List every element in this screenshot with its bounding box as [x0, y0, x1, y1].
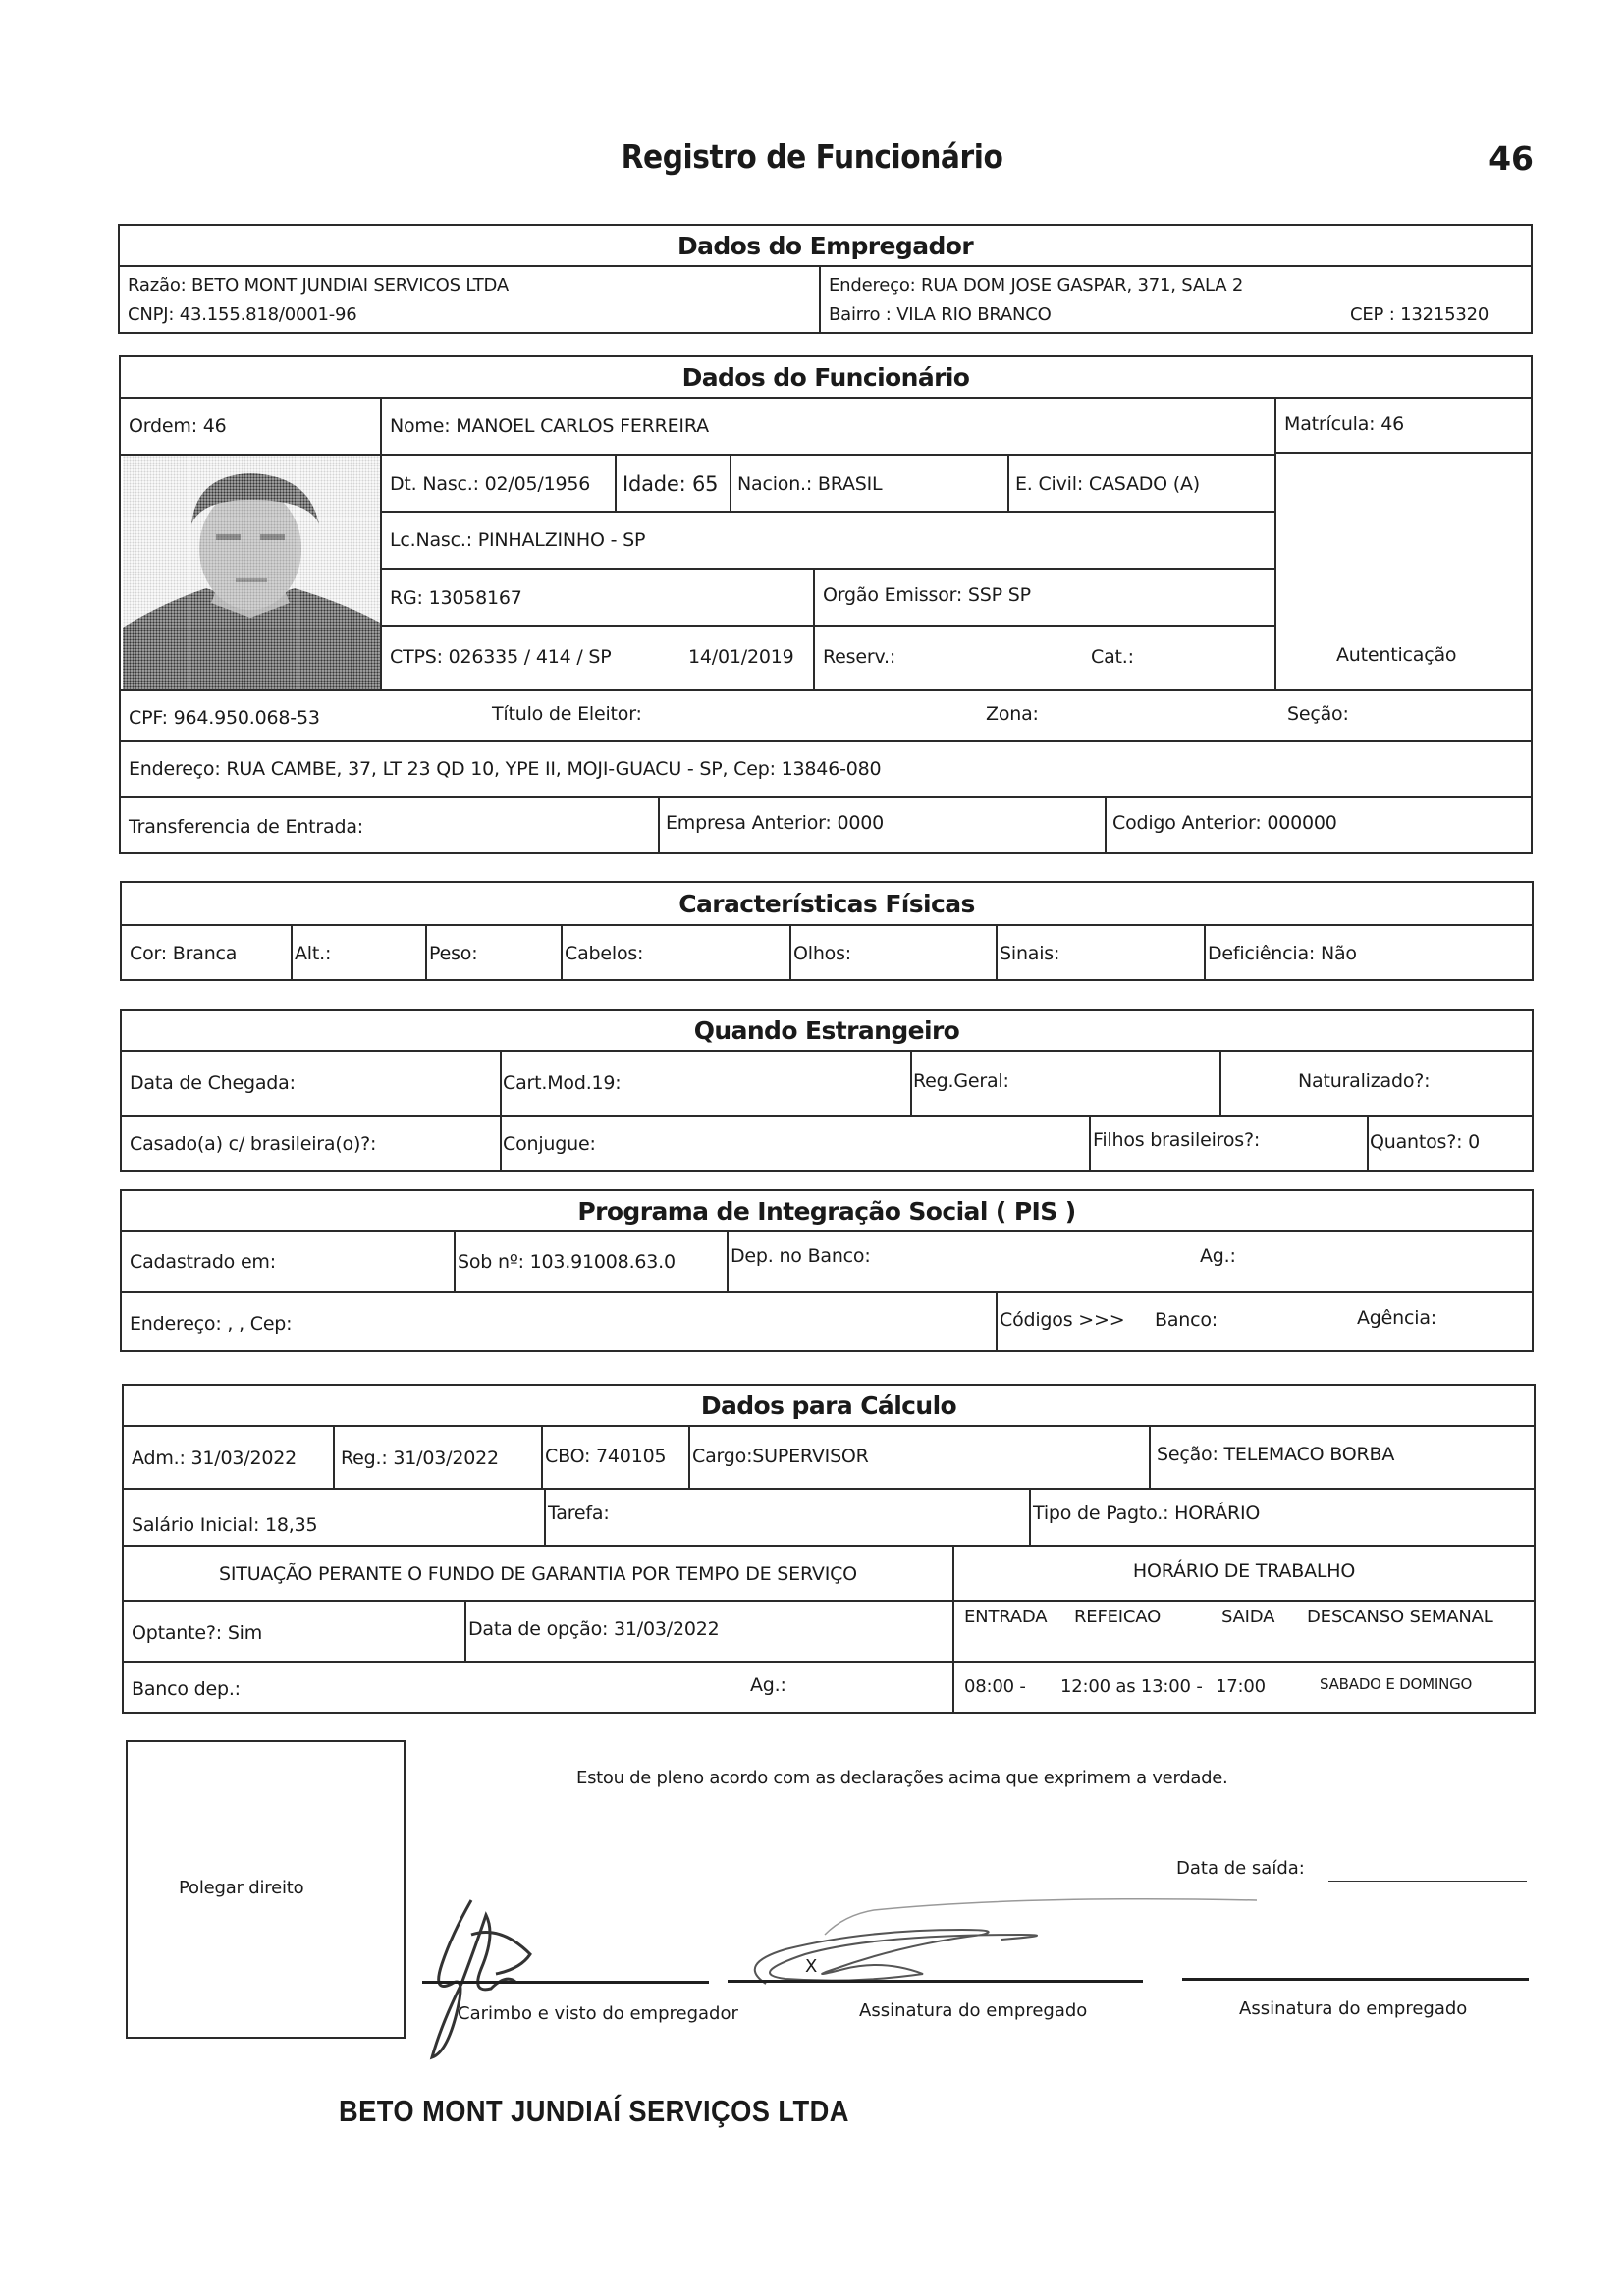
employer-signature: [432, 1900, 515, 2057]
employer-razao: Razão: BETO MONT JUNDIAI SERVICOS LTDA: [128, 274, 509, 296]
employee-voter-title: Título de Eleitor:: [492, 703, 642, 725]
pis-section: [120, 1189, 1534, 1352]
handwritten-signatures: [412, 1876, 1296, 2072]
employee-ctps: CTPS: 026335 / 414 / SP: [390, 646, 612, 668]
foreigner-naturalized: Naturalizado?:: [1298, 1070, 1431, 1092]
employee-signature-label-1: Assinatura do empregado: [859, 2000, 1088, 2021]
employee-cat: Cat.:: [1091, 646, 1134, 668]
employee-secao: Seção:: [1287, 703, 1349, 725]
thumbprint-label: Polegar direito: [179, 1877, 304, 1898]
schedule-value-entrada: 08:00 -: [964, 1675, 1026, 1697]
calc-task: Tarefa:: [548, 1503, 610, 1524]
employee-ctps-date: 14/01/2019: [688, 646, 794, 668]
employee-previous-code: Codigo Anterior: 000000: [1112, 812, 1337, 834]
foreigner-cart-mod: Cart.Mod.19:: [503, 1072, 622, 1094]
physical-field: Cabelos:: [565, 943, 644, 964]
employer-header: Dados do Empregador: [677, 231, 974, 260]
employer-stamp-label: Carimbo e visto do empregador: [458, 2003, 738, 2024]
employer-signature-line: [422, 1981, 709, 1984]
employee-signature: [755, 1930, 1037, 1984]
calc-role: Cargo:SUPERVISOR: [692, 1446, 869, 1467]
foreigner-children-count: Quantos?: 0: [1370, 1131, 1481, 1153]
physical-field: Sinais:: [1000, 943, 1060, 964]
divider: [120, 265, 1531, 267]
schedule-value-refeicao: 12:00 as 13:00 -: [1060, 1675, 1203, 1697]
declaration-text: Estou de pleno acordo com as declarações acima que exprimem a verdade.: [576, 1768, 1228, 1788]
employee-zona: Zona:: [986, 703, 1039, 725]
employee-photo-image: [123, 456, 380, 689]
calc-fgts-optant: Optante?: Sim: [132, 1622, 263, 1644]
schedule-value-saida: 17:00: [1216, 1675, 1266, 1697]
employee-authentication: Autenticação: [1336, 644, 1457, 666]
calc-payment-type: Tipo de Pagto.: HORÁRIO: [1033, 1503, 1261, 1524]
employee-x-mark: X: [805, 1956, 818, 1977]
calc-cbo: CBO: 740105: [545, 1446, 667, 1467]
thumbprint-box: [126, 1740, 406, 2039]
employee-cpf: CPF: 964.950.068-53: [129, 707, 320, 729]
physical-header: Características Físicas: [678, 889, 975, 918]
foreigner-arrival-date: Data de Chegada:: [130, 1072, 296, 1094]
employee-transfer: Transferencia de Entrada:: [129, 816, 363, 838]
physical-field: Cor: Branca: [130, 943, 238, 964]
pis-registered-at: Cadastrado em:: [130, 1251, 276, 1273]
physical-field: Peso:: [429, 943, 478, 964]
foreigner-reg-geral: Reg.Geral:: [913, 1070, 1009, 1092]
employee-section: [119, 355, 1533, 854]
divider: [1219, 1050, 1221, 1115]
employee-ordem: Ordem: 46: [129, 415, 227, 437]
company-stamp: BETO MONT JUNDIAÍ SERVIÇOS LTDA: [339, 2094, 849, 2128]
schedule-value-descanso: SABADO E DOMINGO: [1320, 1675, 1473, 1693]
employee-issuer: Orgão Emissor: SSP SP: [823, 584, 1031, 606]
physical-field: Olhos:: [793, 943, 852, 964]
employee-age: Idade: 65: [623, 472, 719, 496]
divider: [124, 1488, 1534, 1490]
foreigner-children: Filhos brasileiros?:: [1093, 1129, 1261, 1151]
pis-agency: Ag.:: [1200, 1245, 1236, 1267]
employee-signature-label-2: Assinatura do empregado: [1239, 1998, 1468, 2019]
divider: [1274, 452, 1531, 454]
calc-section: [122, 1384, 1536, 1714]
calc-work-hours-header: HORÁRIO DE TRABALHO: [1132, 1560, 1356, 1582]
foreigner-section: [120, 1009, 1534, 1172]
employee-reserv: Reserv.:: [823, 646, 896, 668]
page-number: 46: [1489, 139, 1534, 178]
employee-birth-date: Dt. Nasc.: 02/05/1956: [390, 473, 591, 495]
calc-section-name: Seção: TELEMACO BORBA: [1157, 1444, 1395, 1465]
employee-nationality: Nacion.: BRASIL: [737, 473, 883, 495]
pis-bank: Banco:: [1155, 1309, 1218, 1331]
foreigner-spouse: Conjugue:: [503, 1133, 596, 1155]
document-title: Registro de Funcionário: [621, 137, 1003, 176]
foreigner-married: Casado(a) c/ brasileira(o)?:: [130, 1133, 377, 1155]
employee-photo: [123, 456, 380, 689]
physical-section: [120, 881, 1534, 981]
calc-header: Dados para Cálculo: [700, 1391, 957, 1420]
pis-number: Sob nº: 103.91008.63.0: [458, 1251, 676, 1273]
schedule-col-descanso: DESCANSO SEMANAL: [1307, 1606, 1493, 1627]
employee-birth-place: Lc.Nasc.: PINHALZINHO - SP: [390, 529, 646, 551]
physical-field: Alt.:: [295, 943, 332, 964]
calc-deposit-bank: Banco dep.:: [132, 1678, 241, 1700]
schedule-col-entrada: ENTRADA: [964, 1606, 1048, 1627]
foreigner-header: Quando Estrangeiro: [693, 1015, 960, 1045]
employee-signature-line-2[interactable]: [1182, 1978, 1529, 1981]
pis-codes-label: Códigos >>>: [1000, 1309, 1125, 1331]
calc-initial-salary: Salário Inicial: 18,35: [132, 1514, 318, 1536]
physical-field: Deficiência: Não: [1208, 943, 1357, 964]
employee-civil-status: E. Civil: CASADO (A): [1015, 473, 1200, 495]
employer-bairro: Bairro : VILA RIO BRANCO: [829, 303, 1052, 325]
schedule-col-saida: SAIDA: [1221, 1606, 1275, 1627]
schedule-col-refeicao: REFEICAO: [1074, 1606, 1162, 1627]
calc-option-date: Data de opção: 31/03/2022: [468, 1618, 720, 1640]
employee-matricula: Matrícula: 46: [1284, 413, 1405, 435]
calc-registration: Reg.: 31/03/2022: [341, 1448, 499, 1469]
pis-address: Endereço: , , Cep:: [130, 1313, 293, 1335]
exit-date-label: Data de saída:: [1176, 1858, 1305, 1879]
exit-date-field[interactable]: [1328, 1881, 1527, 1882]
employee-rg: RG: 13058167: [390, 587, 522, 609]
employee-previous-company: Empresa Anterior: 0000: [666, 812, 885, 834]
employee-name: Nome: MANOEL CARLOS FERREIRA: [390, 415, 709, 437]
employee-header: Dados do Funcionário: [681, 362, 970, 392]
employee-address: Endereço: RUA CAMBE, 37, LT 23 QD 10, YPE II, MOJI-GUACU - SP, Cep: 13846-080: [129, 758, 882, 780]
calc-deposit-agency: Ag.:: [750, 1674, 786, 1696]
pis-bank-deposit: Dep. no Banco:: [731, 1245, 871, 1267]
divider: [122, 924, 1532, 926]
divider: [122, 1291, 1532, 1293]
employer-section: [118, 224, 1533, 334]
calc-admission: Adm.: 31/03/2022: [132, 1448, 298, 1469]
employer-cep: CEP : 13215320: [1350, 303, 1489, 325]
pis-branch: Agência:: [1357, 1307, 1436, 1329]
pis-header: Programa de Integração Social ( PIS ): [577, 1196, 1076, 1226]
calc-fgts-header: SITUAÇÃO PERANTE O FUNDO DE GARANTIA POR TEMPO DE SERVIÇO: [219, 1563, 857, 1585]
employer-address: Endereço: RUA DOM JOSE GASPAR, 371, SALA 2: [829, 274, 1244, 296]
employer-cnpj: CNPJ: 43.155.818/0001-96: [128, 303, 357, 325]
employee-signature-line-1[interactable]: [728, 1980, 1143, 1983]
